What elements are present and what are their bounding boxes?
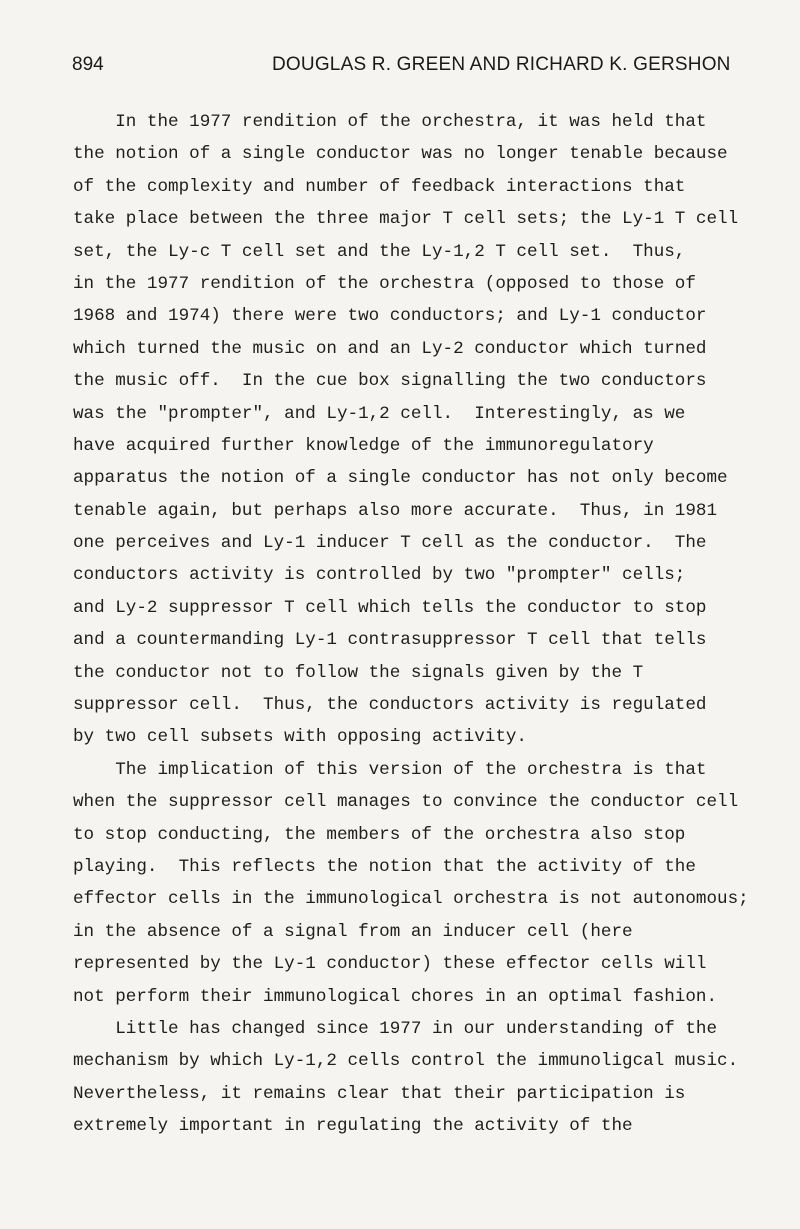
text-line: apparatus the notion of a single conductor has not only become [73,468,728,489]
text-line: The implication of this version of the orchestra is that [73,759,707,780]
text-line: was the "prompter", and Ly-1,2 cell. Interestingly, as we [73,403,686,424]
text-line: suppressor cell. Thus, the conductors activity is regulated [73,695,707,716]
text-line: and a countermanding Ly-1 contrasuppressor T cell that tells [73,630,707,651]
text-line: playing. This reflects the notion that the activity of the [73,856,696,877]
text-line: by two cell subsets with opposing activity. [73,727,527,748]
text-line: in the absence of a signal from an inducer cell (here [73,921,633,942]
text-line: In the 1977 rendition of the orchestra, it was held that [73,112,707,132]
text-line: the notion of a single conductor was no longer tenable because [73,144,728,165]
text-line: not perform their immunological chores in an optimal fashion. [73,986,718,1007]
text-line: tenable again, but perhaps also more accurate. Thus, in 1981 [73,500,718,521]
text-line: effector cells in the immunological orchestra is not autonomous; [73,889,749,910]
text-line: when the suppressor cell manages to convince the conductor cell [73,792,739,813]
page-number: 894 [72,54,104,75]
text-line: 1968 and 1974) there were two conductors; and Ly-1 conductor [73,306,707,327]
text-line: set, the Ly-c T cell set and the Ly-1,2 T cell set. Thus, [73,241,686,262]
body-text [73,106,773,1143]
text-line: take place between the three major T cell sets; the Ly-1 T cell [73,209,739,230]
text-line: represented by the Ly-1 conductor) these effector cells will [73,954,707,975]
text-line: Little has changed since 1977 in our understanding of the [73,1018,718,1039]
page-header [72,54,742,86]
text-line: to stop conducting, the members of the orchestra also stop [73,824,686,845]
text-line: mechanism by which Ly-1,2 cells control the immunoligcal music. [73,1051,739,1072]
text-line: which turned the music on and an Ly-2 conductor which turned [73,338,707,359]
running-head: DOUGLAS R. GREEN AND RICHARD K. GERSHON [272,54,731,75]
text-line: in the 1977 rendition of the orchestra (opposed to those of [73,273,696,294]
text-line: the music off. In the cue box signalling the two conductors [73,371,707,392]
text-line: extremely important in regulating the activity of the [73,1116,633,1137]
text-line: of the complexity and number of feedback interactions that [73,176,686,197]
text-line: have acquired further knowledge of the immunoregulatory [73,435,654,456]
text-line: one perceives and Ly-1 inducer T cell as the conductor. The [73,533,707,554]
text-line: and Ly-2 suppressor T cell which tells the conductor to stop [73,597,707,618]
text-line: Nevertheless, it remains clear that their participation is [73,1083,686,1104]
text-line: conductors activity is controlled by two "prompter" cells; [73,565,686,586]
text-line: the conductor not to follow the signals given by the T [73,662,644,683]
